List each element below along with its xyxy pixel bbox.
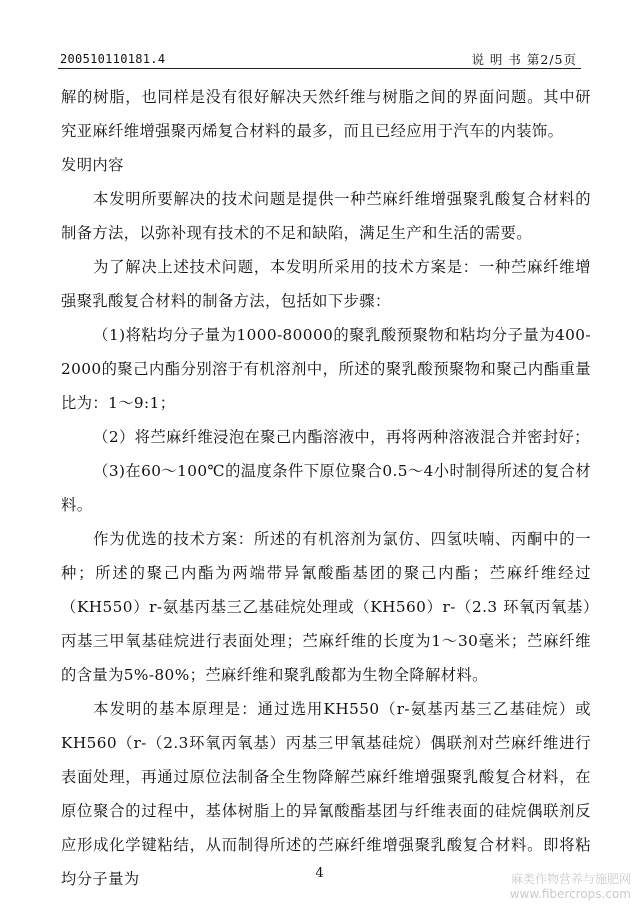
step-2: （2）将苎麻纤维浸泡在聚己内酯溶液中，再将两种溶液混合并密封好；: [93, 428, 590, 446]
watermark-line-2: www.fibercrops.com: [509, 887, 631, 901]
application-number: 200510110181.4: [60, 52, 166, 66]
header-rule: [58, 68, 581, 69]
step-1: （1)将粘均分子量为1000-80000的聚乳酸预聚物和粘均分子量为400-2000的聚己内酯分别溶于有机溶剂中，所述的聚乳酸预聚物和聚己内酯重量比为：1～9:1；: [61, 326, 591, 412]
header-doc-type-page: 说 明 书 第2/5页: [471, 52, 577, 67]
paragraph-solution-intro: 为了解决上述技术问题，本发明所采用的技术方案是：一种苎麻纤维增强聚乳酸复合材料的制备方法，包括如下步骤：: [61, 258, 591, 310]
page-number: 4: [315, 866, 324, 881]
paragraph-continued: 解的树脂，也同样是没有很好解决天然纤维与树脂之间的界面问题。其中研究亚麻纤维增强聚丙烯复合材料的最多，而且已经应用于汽车的内装饰。: [61, 88, 591, 140]
section-heading: 发明内容: [61, 156, 124, 174]
paragraph-principle: 本发明的基本原理是：通过选用KH550（r-氨基丙基三乙基硅烷）或KH560（r-（2.3环氧丙氧基）丙基三甲氧基硅烷）偶联剂对苎麻纤维进行表面处理，再通过原位法制备全生物降解苎麻纤维增强聚乳酸复合材料，在原位聚合的过程中，基体树脂上的异氰酸酯基团与纤维表面的硅烷偶联剂反应形成化学键粘结，从而制得所述的苎麻纤维增强聚乳酸复合材料。即将粘均分子量为: [61, 700, 591, 888]
paragraph-problem: 本发明所要解决的技术问题是提供一种苎麻纤维增强聚乳酸复合材料的制备方法，以弥补现有技术的不足和缺陷，满足生产和生活的需要。: [61, 190, 591, 242]
watermark-line-1: 麻类作物营养与施肥网: [510, 872, 631, 886]
document-body: [61, 80, 591, 896]
paragraph-preferred: 作为优选的技术方案：所述的有机溶剂为氯仿、四氢呋喃、丙酮中的一种；所述的聚己内酯为两端带异氰酸酯基团的聚己内酯；苎麻纤维经过（KH550）r-氨基丙基三乙基硅烷处理或（KH560）r-（2.3 环氧丙氧基）丙基三甲氧基硅烷进行表面处理；苎麻纤维的长度为1～30毫米；苎麻纤维的含量为5%-80%；苎麻纤维和聚乳酸都为生物全降解材料。: [61, 530, 591, 684]
watermark: [510, 872, 631, 902]
step-3: （3)在60～100℃的温度条件下原位聚合0.5～4小时制得所述的复合材料。: [61, 462, 591, 514]
